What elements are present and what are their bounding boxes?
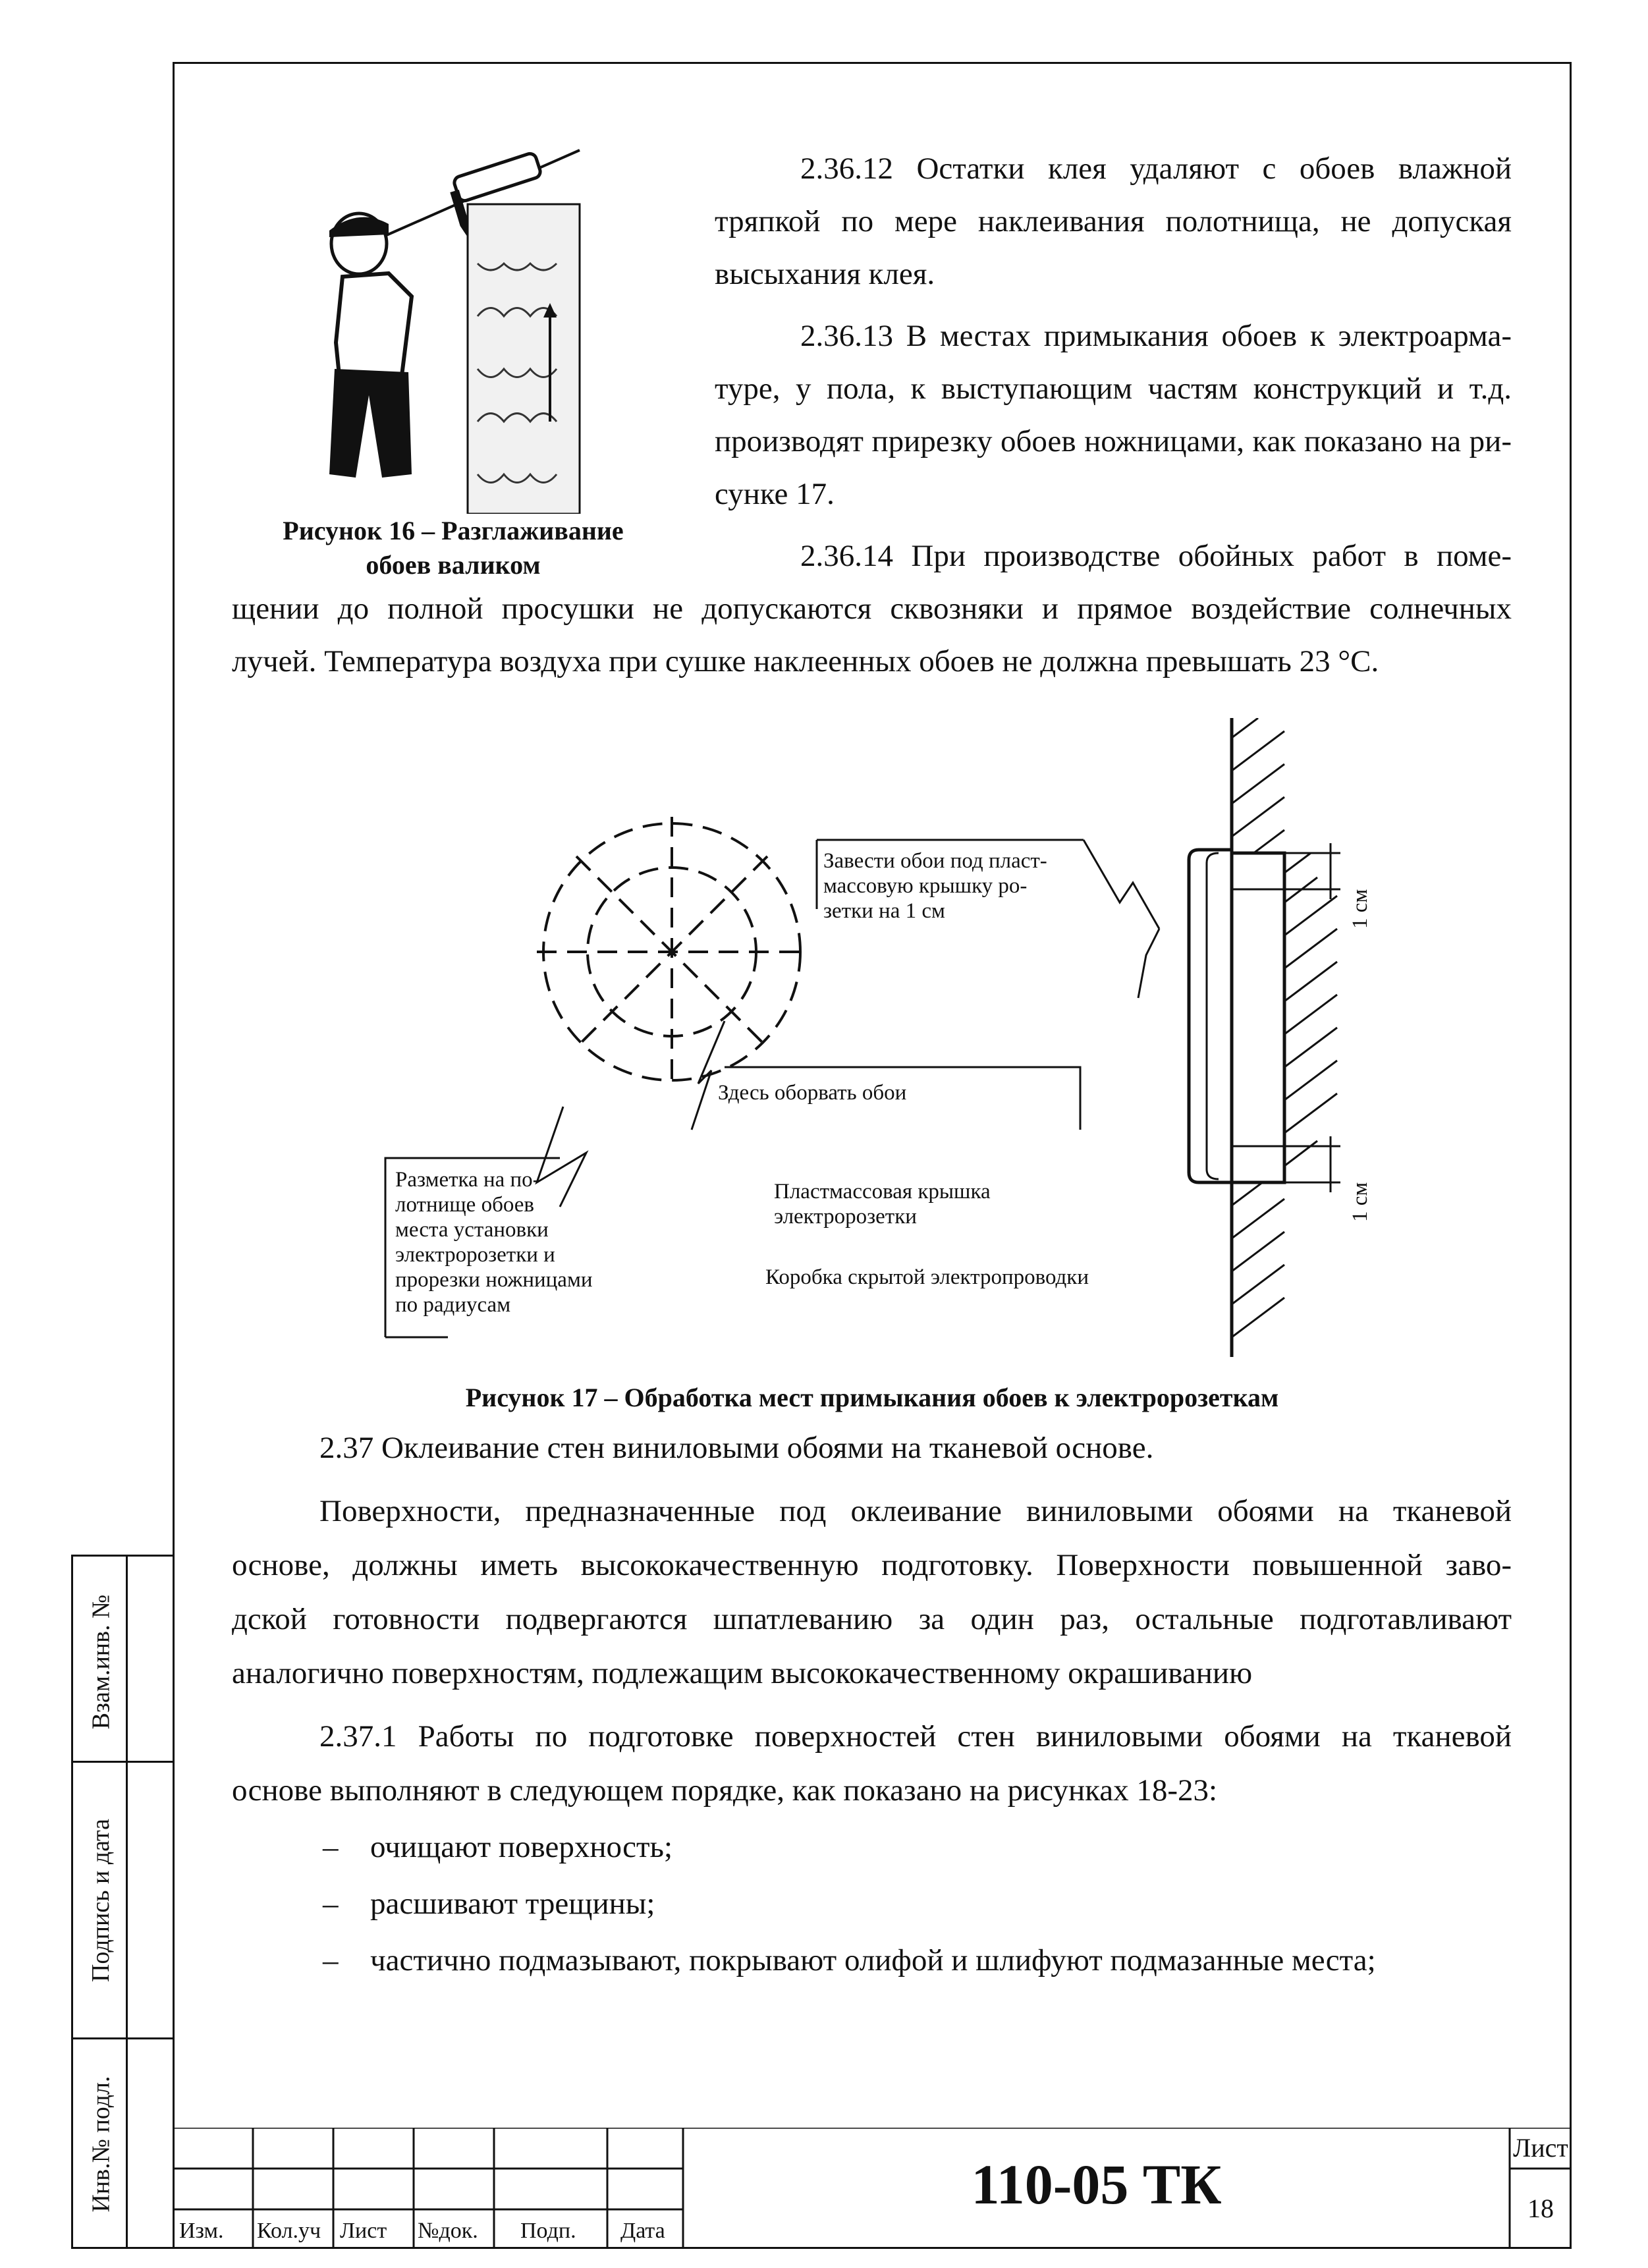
paragraph-surfaces-line-2: основе, должны иметь высококачественную подготовку. Поверхности повышенной заво- <box>232 1548 1512 1582</box>
section-2-37-heading: 2.37 Оклеивание стен виниловыми обоями на тканевой основе. <box>319 1431 1154 1465</box>
label-dim-1: 1 см <box>1348 889 1372 929</box>
doc-code: 110-05 ТК <box>971 2153 1222 2216</box>
paragraph-2-36-14-line-2: щении до полной просушки не допускаются сквозняки и прямое воздействие солнечных <box>232 592 1512 626</box>
figure-17-caption: Рисунок 17 – Обработка мест примыкания обоев к электророзеткам <box>465 1383 1279 1412</box>
label-under-cover: Завести обои под пласт- массовую крышку ро- зетки на 1 см <box>823 849 1047 923</box>
side-stamp <box>71 1555 173 2249</box>
paragraph-2-36-14-line-1: 2.36.14 При производстве обойных работ в поме- <box>800 539 1512 573</box>
header-list: Лист <box>340 2219 387 2243</box>
header-kol-uch: Кол.уч <box>257 2219 321 2243</box>
paragraph-surfaces-line-3: дской готовности подвергаются шпатлеванию за один раз, остальные подготавливают <box>232 1602 1512 1636</box>
paragraph-2-36-13-line-1: 2.36.13 В местах примыкания обоев к электроарма- <box>800 319 1512 353</box>
paragraph-2-36-14-line-3: лучей. Температура воздуха при сушке наклеенных обоев не должна превышать 23 °С. <box>232 644 1379 678</box>
paragraph-2-36-12-line-3: высыхания клея. <box>715 257 935 291</box>
figure-16-illustration <box>303 145 593 514</box>
sheet-label: Лист <box>1513 2133 1568 2163</box>
side-label-inv-original: Инв.№ подл. <box>87 2076 115 2213</box>
side-label-replace-inv: Взам.инв. № <box>87 1594 115 1730</box>
side-inner-line <box>126 1557 128 2247</box>
list-item-2: – расшивают трещины; <box>323 1887 655 1921</box>
paragraph-2-36-13-line-3: производят прирезку обоев ножницами, как показано на ри- <box>715 424 1512 458</box>
header-data: Дата <box>620 2219 665 2243</box>
title-block <box>173 2128 1572 2249</box>
figure-16-caption: Рисунок 16 – Разглаживание обоев валиком <box>283 516 624 580</box>
paragraph-2-36-13-line-2: туре, у пола, к выступающим частям конструкций и т.д. <box>715 372 1512 406</box>
label-plastic-cover: Пластмассовая крышка электророзетки <box>774 1180 991 1229</box>
label-hidden-box: Коробка скрытой электропроводки <box>765 1265 1089 1289</box>
paragraph-2-36-12-line-2: тряпкой по мере наклеивания полотнища, не допуская <box>715 204 1512 238</box>
paragraph-surfaces-line-4: аналогично поверхностям, подлежащим высококачественному окрашиванию <box>232 1656 1253 1690</box>
sheet-number: 18 <box>1527 2194 1554 2223</box>
side-label-signature-date: Подпись и дата <box>87 1818 115 1982</box>
label-tear-here: Здесь оборвать обои <box>718 1081 907 1105</box>
header-izm: Изм. <box>179 2219 224 2243</box>
list-item-3: – частично подмазывают, покрывают олифой и шлифуют подмазанные места; <box>323 1943 1376 1978</box>
paragraph-2-37-1-line-2: основе выполняют в следующем порядке, как показано на рисунках 18-23: <box>232 1773 1218 1808</box>
paragraph-2-37-1-line-1: 2.37.1 Работы по подготовке поверхностей стен виниловыми обоями на тканевой <box>319 1719 1512 1754</box>
label-marking: Разметка на по- лотнище обоев места установки электророзетки и прорезки ножницами по радиусам <box>395 1168 593 1317</box>
label-dim-2: 1 см <box>1348 1182 1372 1222</box>
header-podp: Подп. <box>520 2219 576 2243</box>
list-item-1: – очищают поверхность; <box>323 1830 673 1864</box>
paragraph-2-36-13-line-4: сунке 17. <box>715 477 835 511</box>
paragraph-2-36-12-line-1: 2.36.12 Остатки клея удаляют с обоев влажной <box>800 152 1512 186</box>
paragraph-surfaces-line-1: Поверхности, предназначенные под оклеивание виниловыми обоями на тканевой <box>319 1494 1512 1528</box>
header-ndok: №док. <box>418 2219 478 2243</box>
